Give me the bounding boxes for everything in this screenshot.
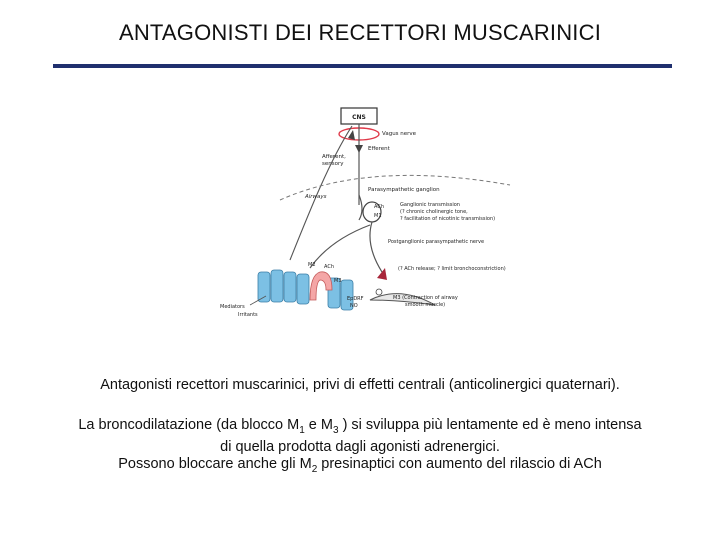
ganglion-ach-label: ACh <box>374 204 384 210</box>
afferent-label-2: sensory <box>322 161 344 167</box>
paragraph-1: Antagonisti recettori muscarinici, privi di effetti centrali (anticolinergici quaternari). <box>100 377 620 393</box>
ach-release-label: (? ACh release; ? limit bronchoconstriction) <box>398 266 506 272</box>
paragraph-2-line-1: La broncodilatazione (da blocco $M_1$ e $M_3$ ) si sviluppa più lentamente ed è meno intensa <box>78 417 642 436</box>
epdrf-label: EpDRF <box>347 296 364 302</box>
airway-epithelium <box>258 270 353 310</box>
efferent-arrow <box>355 145 363 153</box>
m2-left-label: M2 <box>308 262 316 268</box>
ach-left-label: ACh <box>324 264 334 270</box>
m3-left-label: M3 <box>334 278 342 284</box>
title-divider <box>53 64 672 68</box>
ganglionic-transmission-1: Ganglionic transmission <box>400 202 460 208</box>
parasympathetic-ganglion-label: Parasympathetic ganglion <box>368 187 440 193</box>
ganglion-m1-label: M1 <box>374 213 382 219</box>
paragraph-2 <box>20 417 700 478</box>
airways-label: Airways <box>305 194 327 200</box>
irritants-label: Irritants <box>238 312 258 318</box>
paragraph-2-line-3: Possono bloccare anche gli $M_2$ presinaptici con aumento del rilascio di ACh <box>118 455 602 475</box>
mediators-label: Mediators <box>220 304 245 310</box>
page-title: ANTAGONISTI DEI RECETTORI MUSCARINICI <box>118 20 602 45</box>
paragraph-2-line-2: di quella prodotta dagli agonisti adrenergici. <box>220 438 500 455</box>
vagus-nerve-label: Vagus nerve <box>382 131 417 137</box>
efferent-label: Efferent <box>368 146 390 152</box>
m3-contraction-1: M3 (Contraction of airway <box>393 295 458 301</box>
m3-contraction-2: smooth muscle) <box>405 302 446 308</box>
nerve-terminal <box>377 268 387 280</box>
ganglionic-transmission-2: (? chronic cholinergic tone, <box>400 209 468 215</box>
cns-label: CNS <box>352 114 366 121</box>
postganglionic-label: Postganglionic parasympathetic nerve <box>388 239 485 245</box>
ganglionic-transmission-3: ? facilitation of nicotinic transmission) <box>400 216 496 222</box>
airway-innervation-diagram <box>210 100 540 330</box>
afferent-label-1: Afferent, <box>322 154 346 160</box>
no-label: NO <box>350 303 358 309</box>
